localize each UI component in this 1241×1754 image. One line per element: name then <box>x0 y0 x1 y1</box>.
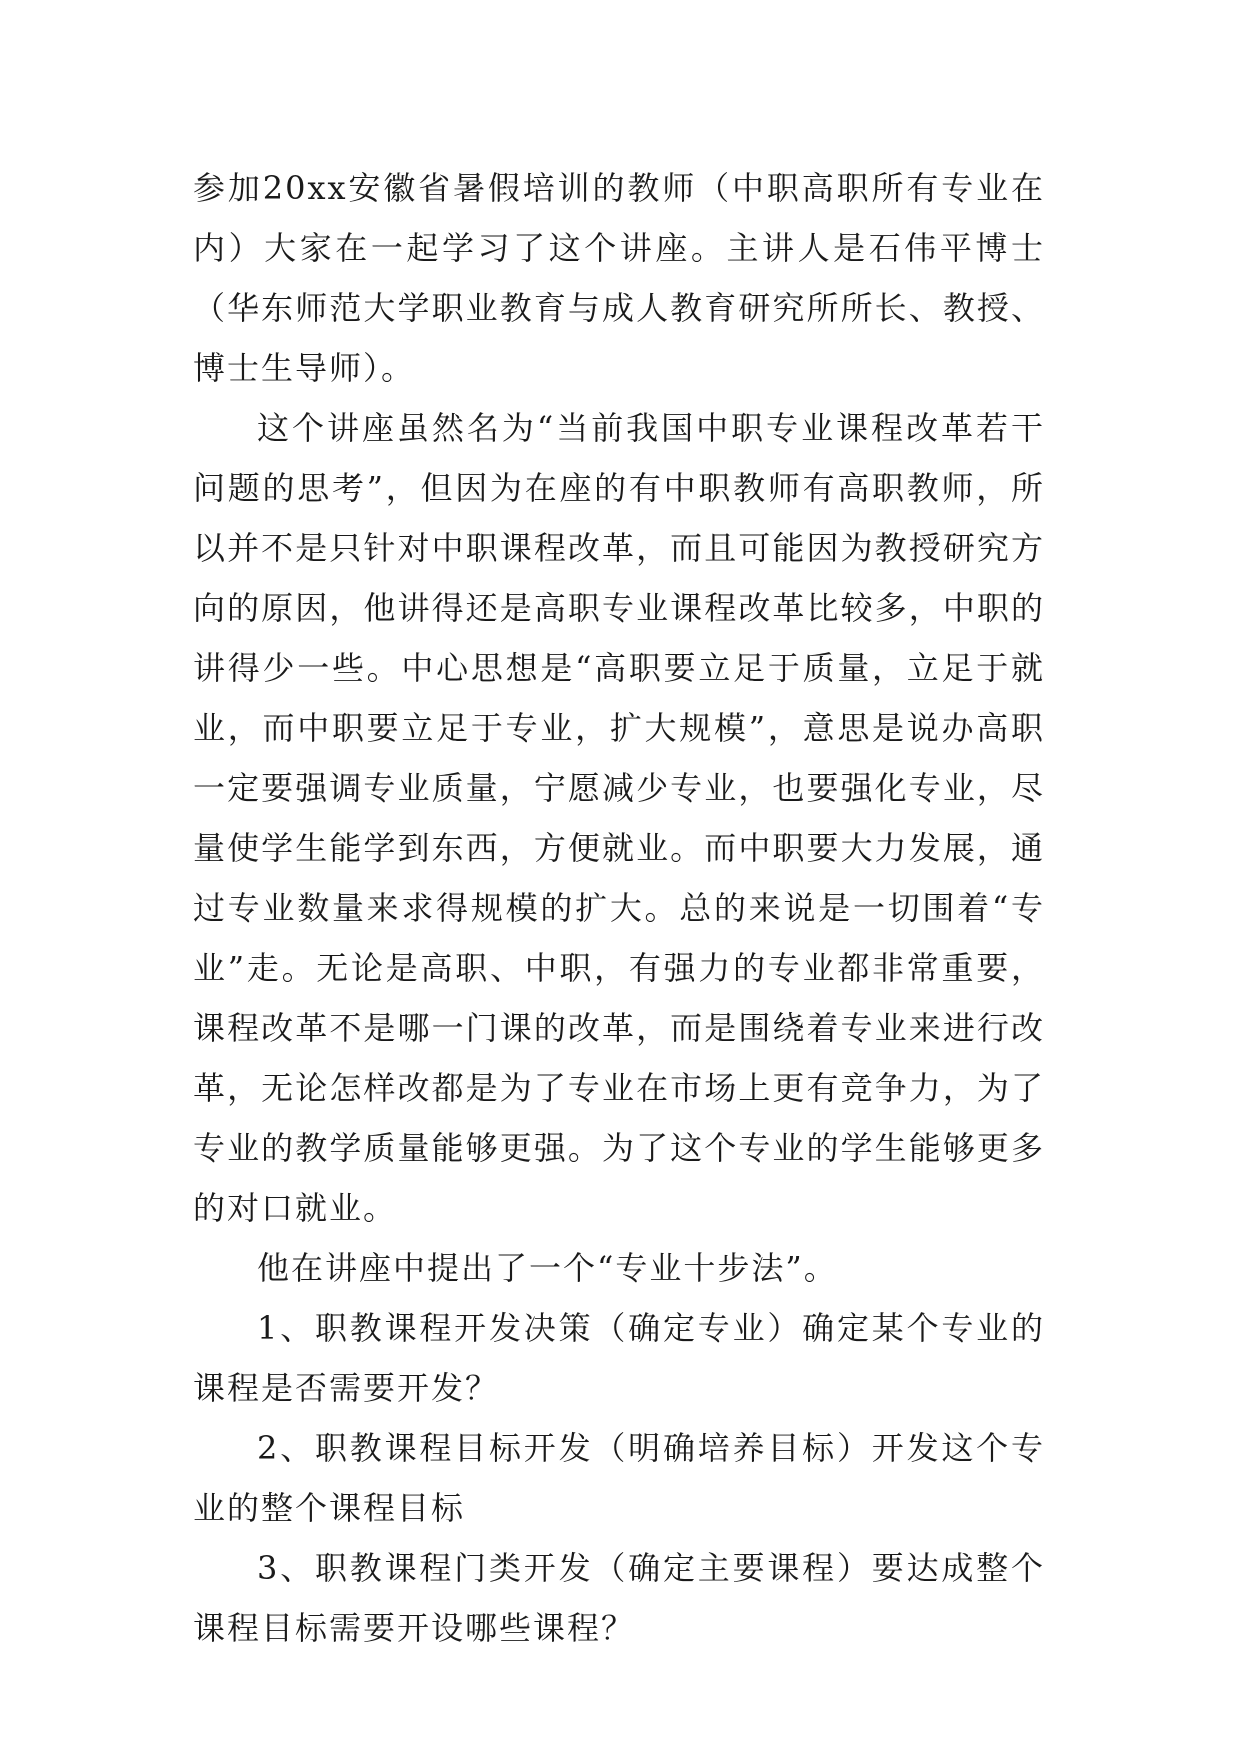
paragraph-method-intro: 他在讲座中提出了一个“专业十步法”。 <box>257 1249 838 1287</box>
document-page <box>193 158 1045 1658</box>
list-item-step-1: 1、职教课程开发决策（确定专业）确定某个专业的课程是否需要开发？ <box>193 1309 1045 1407</box>
paragraph-summary: 这个讲座虽然名为“当前我国中职专业课程改革若干问题的思考”，但因为在座的有中职教师有高职教师，所以并不是只针对中职课程改革，而且可能因为教授研究方向的原因，他讲得还是高职专业课程改革比较多，中职的讲得少一些。中心思想是“高职要立足于质量，立足于就业，而中职要立足于专业，扩大规模”，意思是说办高职一定要强调专业质量，宁愿减少专业，也要强化专业，尽量使学生能学到东西，方便就业。而中职要大力发展，通过专业数量来求得规模的扩大。总的来说是一切围着“专业”走。无论是高职、中职，有强力的专业都非常重要，课程改革不是哪一门课的改革，而是围绕着专业来进行改革，无论怎样改都是为了专业在市场上更有竞争力，为了专业的教学质量能够更强。为了这个专业的学生能够更多的对口就业。 <box>193 409 1045 1227</box>
paragraph-intro: 参加20xx安徽省暑假培训的教师（中职高职所有专业在内）大家在一起学习了这个讲座。主讲人是石伟平博士（华东师范大学职业教育与成人教育研究所所长、教授、博士生导师）。 <box>193 169 1045 387</box>
list-item-step-3: 3、职教课程门类开发（确定主要课程）要达成整个课程目标需要开设哪些课程？ <box>193 1549 1045 1647</box>
list-item-step-2: 2、职教课程目标开发（明确培养目标）开发这个专业的整个课程目标 <box>193 1429 1045 1527</box>
